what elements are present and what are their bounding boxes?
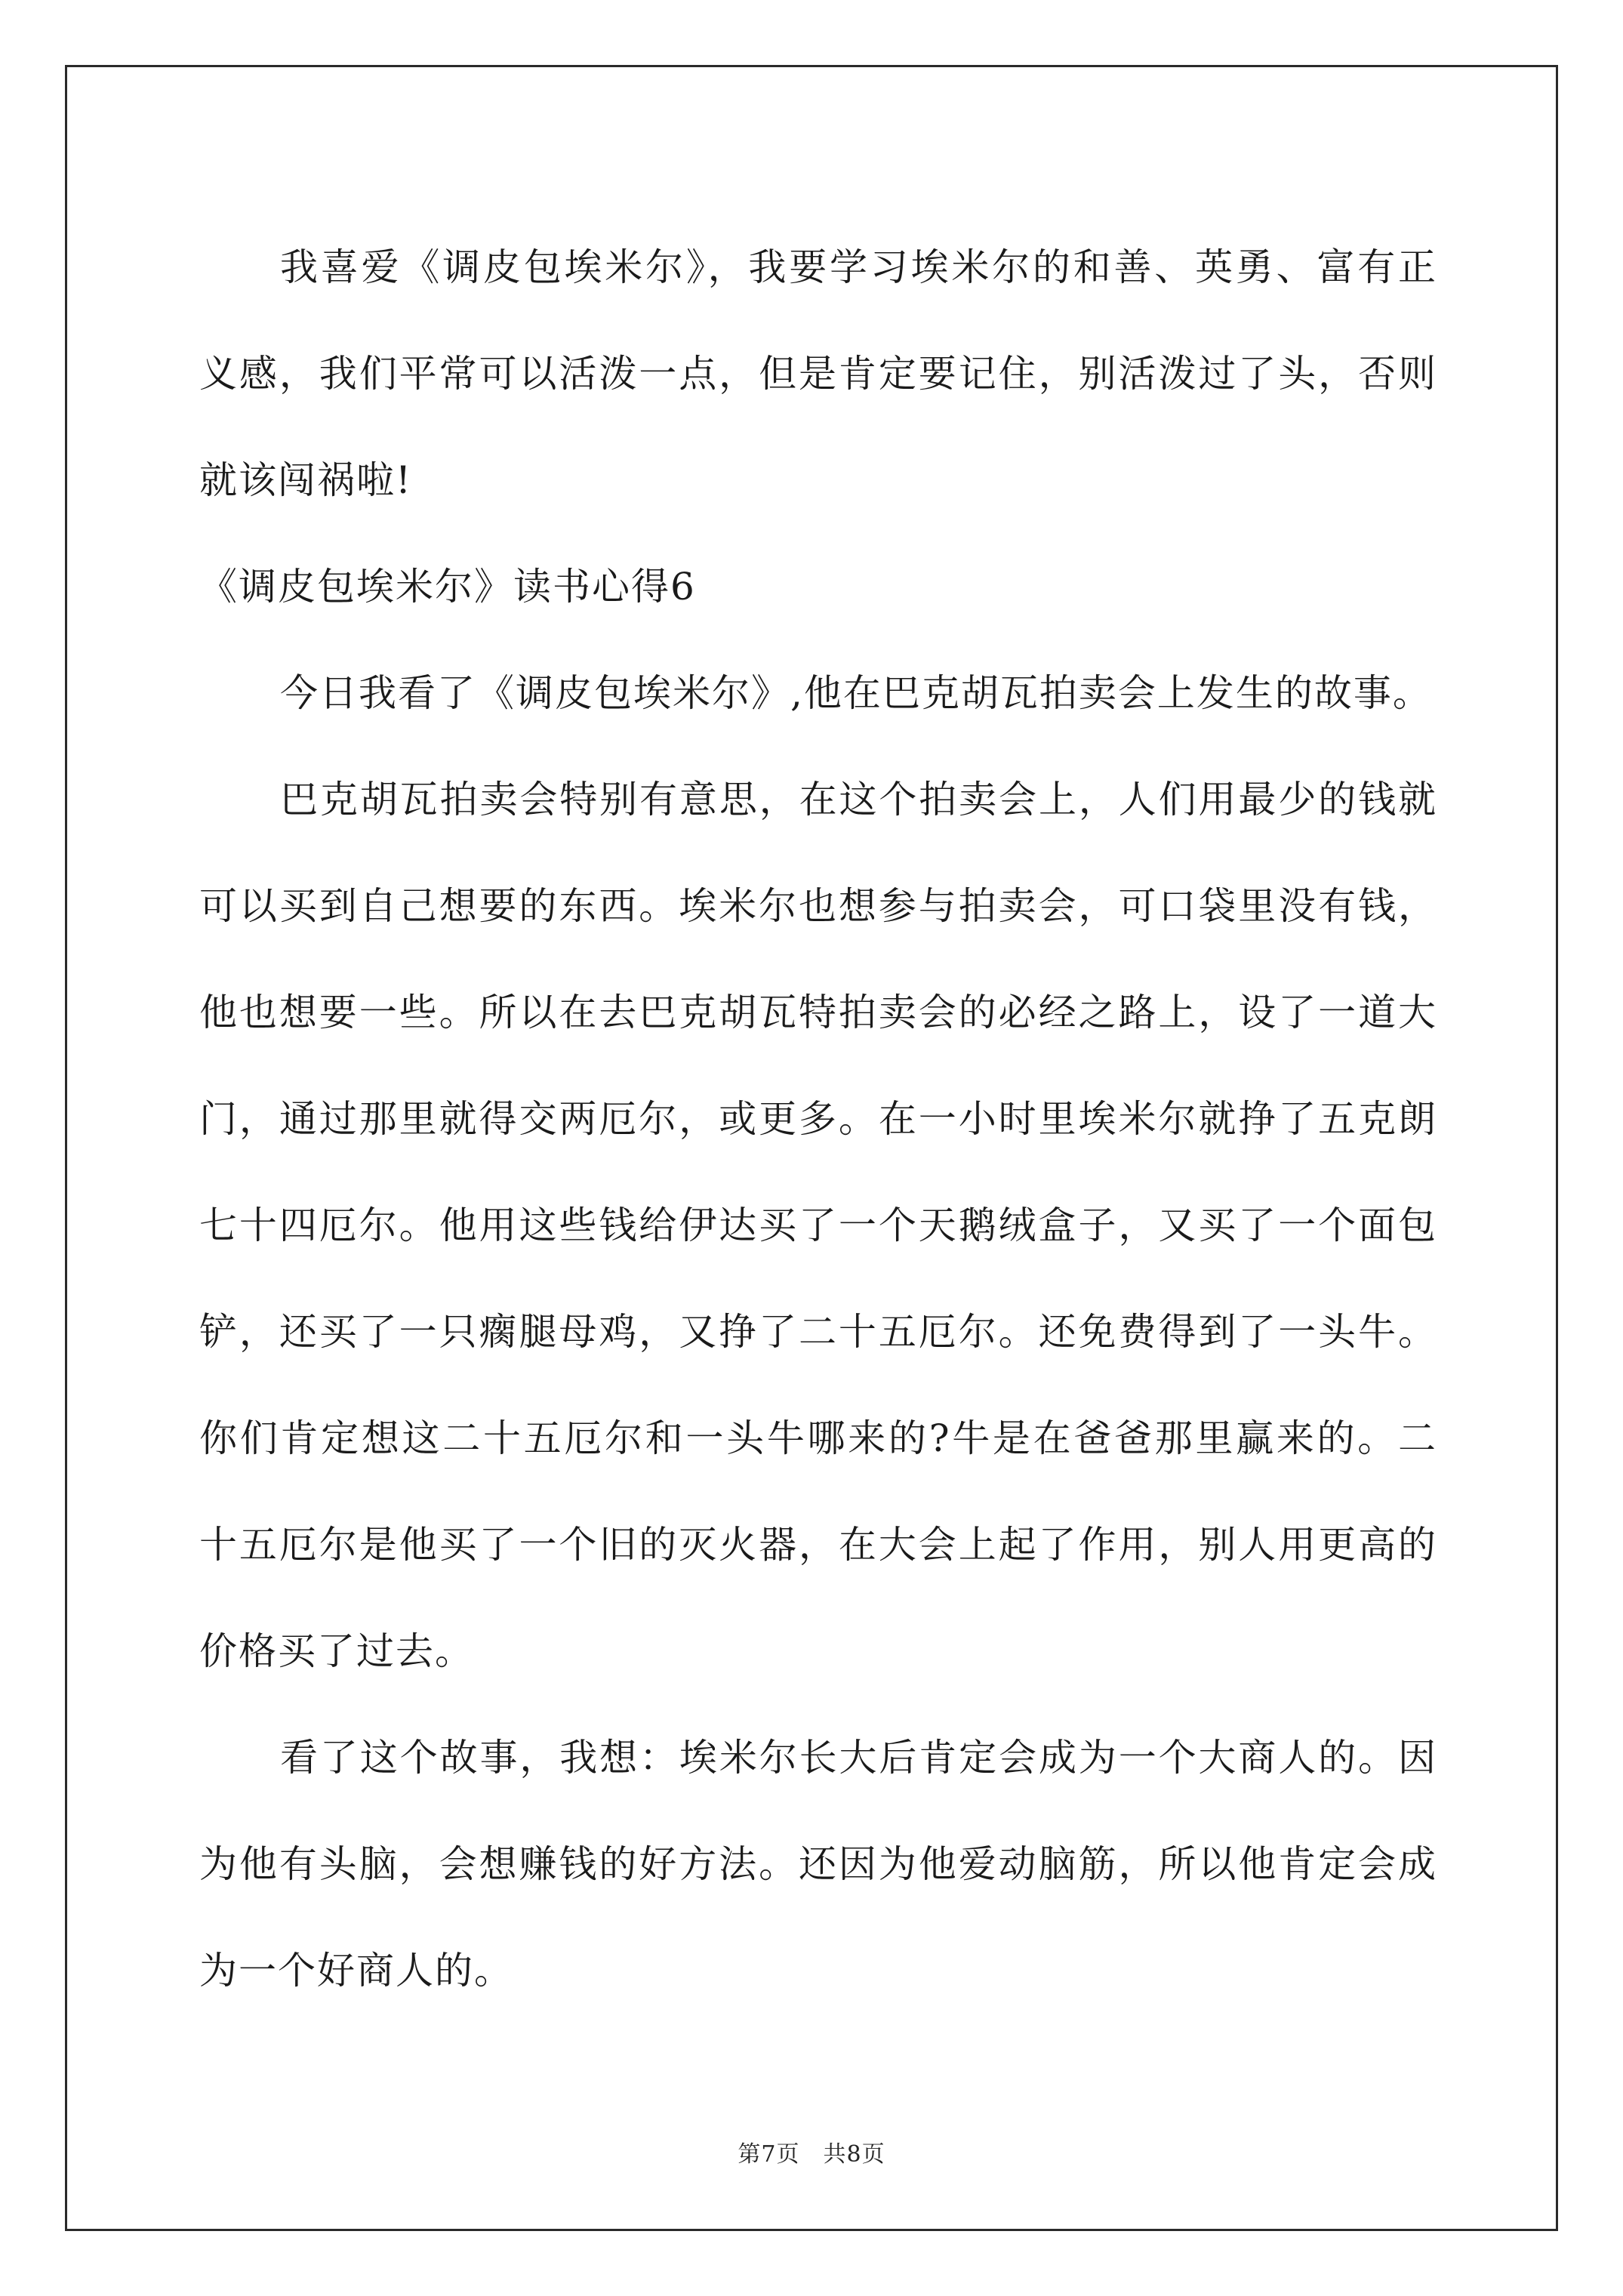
paragraph-4: 看了这个故事，我想：埃米尔长大后肯定会成为一个大商人的。因为他有头脑，会想赚钱的好方法。还因为他爱动脑筋，所以他肯定会成为一个好商人的。 <box>199 1736 1437 1992</box>
page-number-footer: 第7页 共8页 <box>738 2141 885 2168</box>
section-heading: 《调皮包埃米尔》读书心得6 <box>199 565 696 609</box>
paragraph-1: 我喜爱《调皮包埃米尔》，我要学习埃米尔的和善、英勇、富有正义感，我们平常可以活泼一点，但是肯定要记住，别活泼过了头，否则就该闯祸啦! <box>199 245 1437 502</box>
paragraph-3: 巴克胡瓦拍卖会特别有意思，在这个拍卖会上，人们用最少的钱就可以买到自己想要的东西。埃米尔也想参与拍卖会，可口袋里没有钱，他也想要一些。所以在去巴克胡瓦特拍卖会的必经之路上，设了一道大门，通过那里就得交两厄尔，或更多。在一小时里埃米尔就挣了五克朗七十四厄尔。他用这些钱给伊达买了一个天鹅绒盒子，又买了一个面包铲，还买了一只瘸腿母鸡，又挣了二十五厄尔。还免费得到了一头牛。你们肯定想这二十五厄尔和一头牛哪来的?牛是在爸爸那里赢来的。二十五厄尔是他买了一个旧的灭火器，在大会上起了作用，别人用更高的价格买了过去。 <box>199 778 1437 1673</box>
paragraph-2: 今日我看了《调皮包埃米尔》,他在巴克胡瓦拍卖会上发生的故事。 <box>280 671 1432 715</box>
document-body <box>199 214 1437 2024</box>
